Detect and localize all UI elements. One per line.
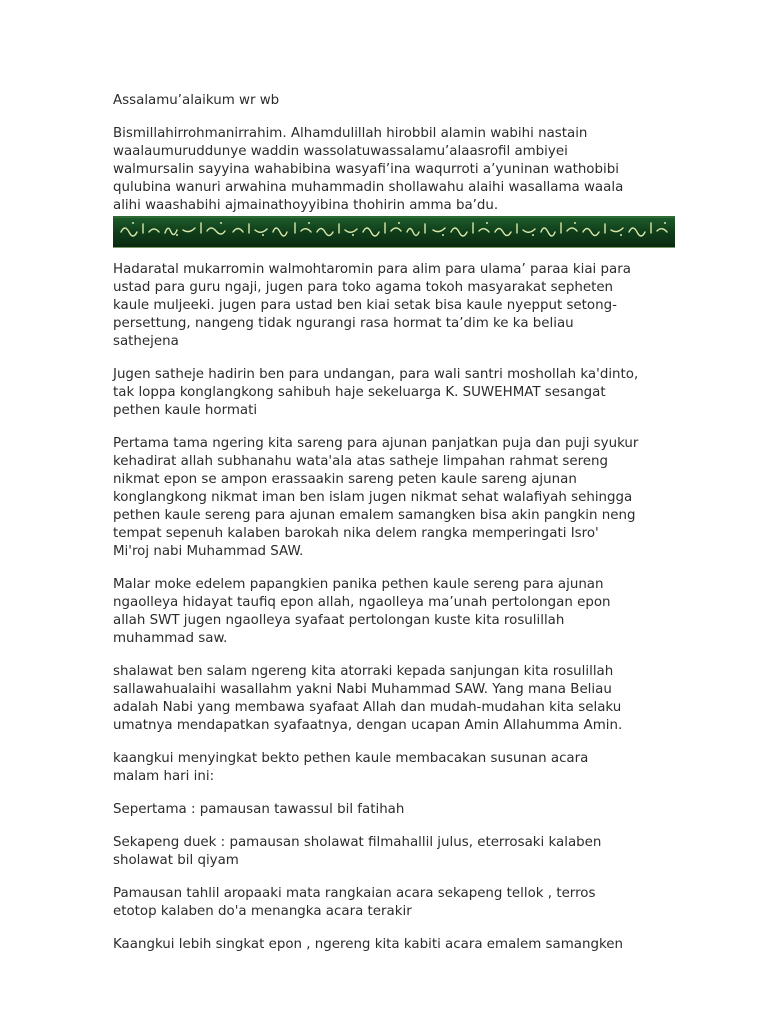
calligraphy-banner-image [113,218,675,239]
agenda-item-third: Pamausan tahlil aropaaki mata rangkaian acara sekapeng tellok , terros etotop kalaben do'a menangka acara terakir [113,886,596,919]
document-body [113,92,658,969]
closing-paragraph: Kaangkui lebih singkat epon , ngereng kita kabiti acara emalem samangken [113,937,623,952]
agenda-intro-paragraph: kaangkui menyingkat bekto pethen kaule membacakan susunan acara malam hari ini: [113,751,589,784]
gratitude-paragraph: Pertama tama ngering kita sareng para ajunan panjatkan puja dan puji syukur kehadirat allah subhanahu wata'ala atas satheje limpahan rahmat sereng nikmat epon se ampon erassaakin sareng peten kaule sareng ajunan konglangkong nikmat iman ben islam jugen nikmat sehat walafiyah sehingga pethen kaule sereng para ajunan emalem samangken bisa akin pangkin neng tempat sepenuh kalaben barokah nika delem rangka memperingati Isro' Mi'roj nabi Muhammad SAW. [113,436,639,559]
guests-paragraph: Jugen satheje hadirin ben para undangan, para wali santri moshollah ka'dinto, tak loppa konglangkong sahibuh haje sekeluarga K. SUWEHMAT sesangat pethen kaule hormati [113,367,639,418]
agenda-item-first: Sepertama : pamausan tawassul bil fatihah [113,802,405,817]
hope-paragraph: Malar moke edelem papangkien panika pethen kaule sereng para ajunan ngaolleya hidayat taufiq epon allah, ngaolleya ma’unah pertolongan epon allah SWT jugen ngaolleya syafaat pertolongan kuste kita rosulillah muhammad saw. [113,577,611,646]
opening-prayer-paragraph: Bismillahirrohmanirrahim. Alhamdulillah hirobbil alamin wabihi nastain waalaumuruddunye waddin wassolatuwassalamu’alaasrofil ambiyei walmursalin sayyina wahabibina wasyafi’ina waqurroti a’yuninan wathobibi qulubina wanuri arwahina muhammadin shollawahu alaihi wasallama waala alihi waashabihi ajmainathoyyibina thohirin amma ba’du. [113,126,624,213]
agenda-item-second: Sekapeng duek : pamausan sholawat filmahallil julus, eterrosaki kalaben sholawat bil qiyam [113,835,602,868]
shalawat-paragraph: shalawat ben salam ngereng kita atorraki kepada sanjungan kita rosulillah sallawahualaihi wasallahm yakni Nabi Muhammad SAW. Yang mana Beliau adalah Nabi yang membawa syafaat Allah dan mudah-mudahan kita selaku umatnya mendapatkan syafaatnya, dengan ucapan Amin Allahumma Amin. [113,664,623,733]
honorific-address-paragraph: Hadaratal mukarromin walmohtaromin para alim para ulama’ paraa kiai para ustad para guru ngaji, jugen para toko agama tokoh masyarakat sepheten kaule muljeeki. jugen para ustad ben kiai setak bisa kaule nyepput setong- persettung, nangeng tidak ngurangi rasa hormat ta’dim ke ka beliau sathejena [113,262,631,349]
greeting-paragraph: Assalamu’alaikum wr wb [113,93,280,108]
arabic-calligraphy-banner [113,216,675,247]
